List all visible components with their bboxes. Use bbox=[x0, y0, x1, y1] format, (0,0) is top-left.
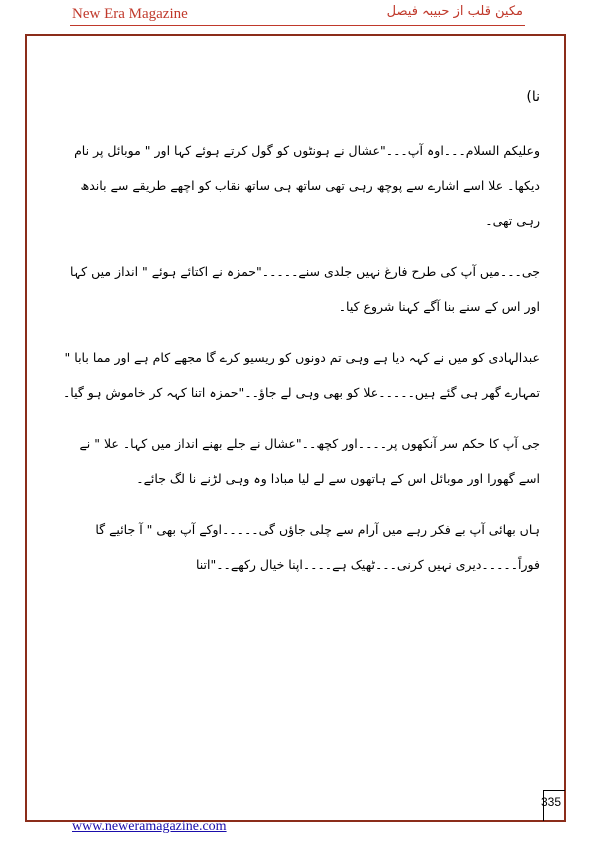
paragraph: وعلیکم السلام۔۔۔اوہ آپ۔۔۔"عشال نے ہونٹوں کو گول کرتے ہوئے کہا اور " موبائل پر نام دیکھا۔ علا اسے اشارے سے پوچھ رہی تھی ساتھ ہی ساتھ نقاب کو اچھے طریقے سے باندھ رہی تھی۔ bbox=[74, 143, 540, 228]
magazine-name: New Era Magazine bbox=[72, 6, 188, 22]
header-divider bbox=[70, 25, 525, 26]
paragraph: جی آپ کا حکم سر آنکھوں پر۔۔۔۔اور کچھ۔۔"عشال نے جلے بھنے انداز میں کہا۔ علا " نے اسے گھورا اور موبائل اس کے ہاتھوں سے لے لیا مبادا وہ وہی لڑنے نا لگ جائے۔ bbox=[79, 436, 540, 486]
paragraph: عبدالہادی کو میں نے کہہ دیا ہے وہی تم دونوں کو ریسیو کرے گا مجھے کام ہے اور مما بابا " تمہارے گھر ہی گئے ہیں۔۔۔۔۔علا کو بھی وہی لے جاؤ۔۔"حمزہ اتنا کہہ کر خاموش ہو گیا۔ bbox=[62, 350, 540, 400]
article-body bbox=[60, 80, 540, 782]
website-link[interactable]: www.neweramagazine.com bbox=[72, 819, 227, 834]
paragraph: ہاں بھائی آپ بے فکر رہے میں آرام سے چلی جاؤں گی۔۔۔۔۔اوکے آپ بھی " آ جائیے گا فوراً۔۔۔۔۔دیری نہیں کرنی۔۔۔ٹھیک ہے۔۔۔۔اپنا خیال رکھے۔۔"اتنا bbox=[95, 522, 540, 572]
page-number: 335 bbox=[541, 795, 562, 809]
paragraph: نا) bbox=[526, 89, 540, 105]
story-title: مکین قلب از حبیبہ فیصل bbox=[386, 4, 523, 19]
paragraph: جی۔۔۔میں آپ کی طرح فارغ نہیں جلدی سنے۔۔۔۔۔"حمزہ نے اکتائے ہوئے " انداز میں کہا اور اس کے سنے بنا آگے کہنا شروع کیا۔ bbox=[70, 264, 540, 314]
